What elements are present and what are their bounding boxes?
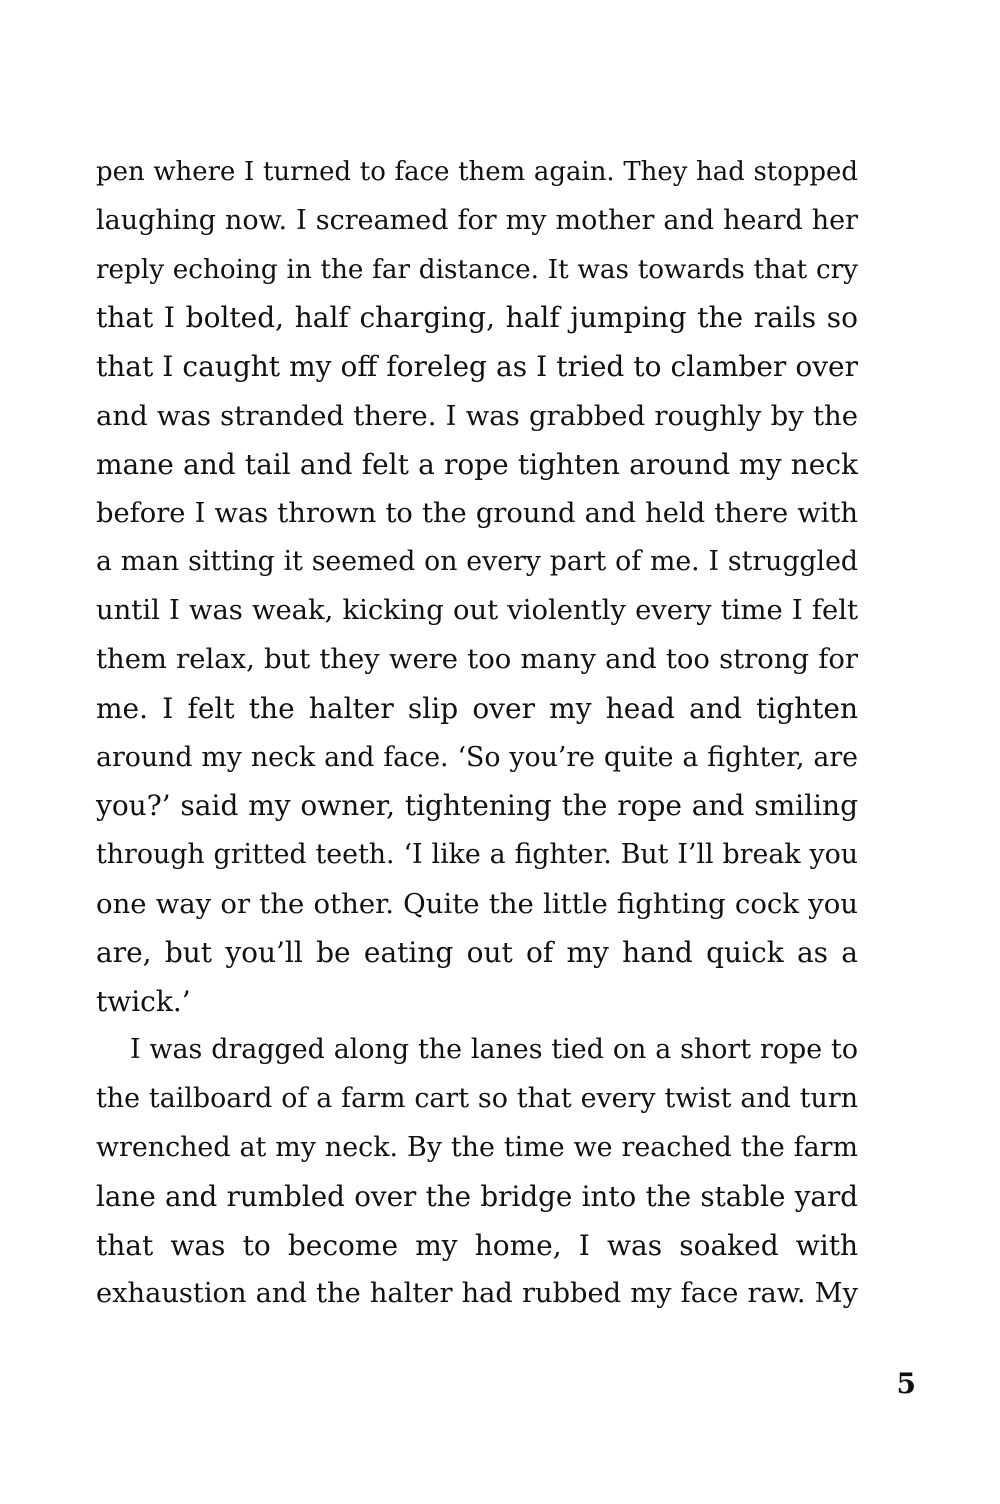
text-line: before I was thrown to the ground and held there with (96, 497, 858, 529)
body-text (96, 148, 858, 1319)
text-line: pen where I turned to face them again. They had stopped (96, 157, 858, 187)
text-line: that was to become my home, I was soaked with (96, 1228, 858, 1262)
text-line: mane and tail and felt a rope tighten around my neck (96, 447, 858, 481)
text-line: lane and rumbled over the bridge into the stable yard (96, 1179, 858, 1213)
page-number: 5 (896, 1367, 916, 1400)
text-line: them relax, but they were too many and too strong for (96, 643, 858, 675)
text-line: through gritted teeth. ‘I like a fighter. But I’ll break you (96, 839, 858, 871)
text-line: one way or the other. Quite the little fighting cock you (96, 887, 858, 920)
text-line: the tailboard of a farm cart so that every twist and turn (96, 1083, 858, 1115)
text-line: twick.’ (96, 984, 191, 1018)
text-line: I was dragged along the lanes tied on a short rope to (130, 1034, 858, 1066)
text-line: laughing now. I screamed for my mother and heard her (96, 204, 858, 236)
text-line: around my neck and face. ‘So you’re quite a fighter, are (96, 741, 858, 773)
text-line: and was stranded there. I was grabbed roughly by the (96, 399, 858, 432)
text-line: me. I felt the halter slip over my head and tighten (96, 691, 858, 725)
text-line: that I bolted, half charging, half jumping the rails so (96, 301, 858, 335)
text-line: that I caught my off foreleg as I tried to clamber over (96, 350, 858, 384)
text-line: are, but you’ll be eating out of my hand quick as a (96, 935, 858, 969)
text-line: exhaustion and the halter had rubbed my face raw. My (96, 1278, 858, 1310)
text-line: until I was weak, kicking out violently every time I felt (96, 595, 858, 627)
text-line: you?’ said my owner, tightening the rope and smiling (96, 789, 858, 823)
text-line: a man sitting it seemed on every part of me. I struggled (96, 546, 858, 578)
text-line: wrenched at my neck. By the time we reached the farm (96, 1131, 858, 1163)
text-line: reply echoing in the far distance. It was towards that cry (96, 254, 858, 285)
